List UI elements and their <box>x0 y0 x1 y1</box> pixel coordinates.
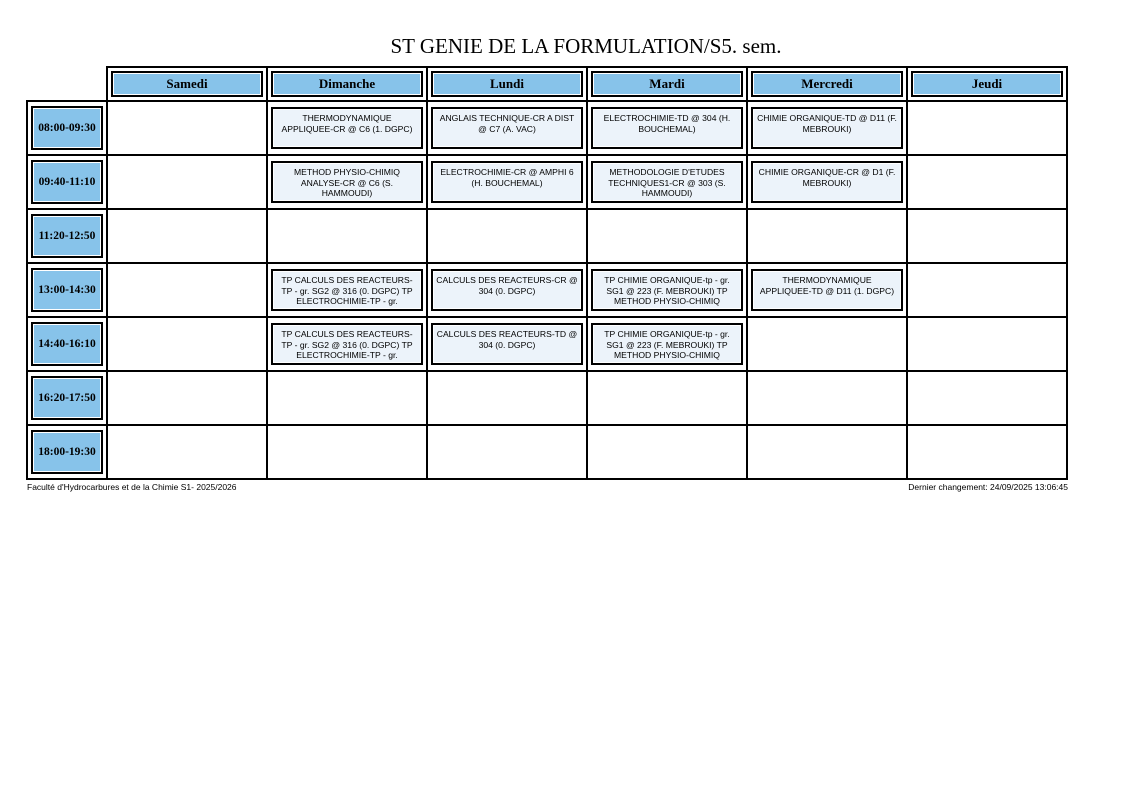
session-card[interactable]: METHODOLOGIE D'ETUDES TECHNIQUES1-CR @ 303 (S. HAMMOUDI) <box>591 161 743 203</box>
slot-cell <box>107 425 267 479</box>
slot-cell <box>907 371 1067 425</box>
slot-cell <box>907 317 1067 371</box>
time-label: 18:00-19:30 <box>31 430 103 474</box>
corner-cell <box>27 67 107 101</box>
slot-cell <box>907 263 1067 317</box>
slot-cell <box>587 209 747 263</box>
slot-cell <box>427 263 587 317</box>
slot-cell <box>587 371 747 425</box>
slot-cell <box>587 317 747 371</box>
session-card[interactable]: TP CALCULS DES REACTEURS-TP - gr. SG2 @ 316 (0. DGPC) TP ELECTROCHIMIE-TP - gr. <box>271 269 423 311</box>
slot-cell <box>907 155 1067 209</box>
time-cell <box>27 425 107 479</box>
session-card[interactable]: CALCULS DES REACTEURS-TD @ 304 (0. DGPC) <box>431 323 583 365</box>
time-cell <box>27 155 107 209</box>
slot-cell <box>747 209 907 263</box>
slot-cell <box>747 371 907 425</box>
slot-cell <box>747 101 907 155</box>
slot-cell <box>587 101 747 155</box>
footer-last-change: Dernier changement: 24/09/2025 13:06:45 <box>908 482 1068 492</box>
session-card[interactable]: ELECTROCHIMIE-TD @ 304 (H. BOUCHEMAL) <box>591 107 743 149</box>
slot-cell <box>427 101 587 155</box>
time-row <box>27 101 1067 155</box>
time-cell <box>27 209 107 263</box>
slot-cell <box>747 263 907 317</box>
slot-cell <box>107 263 267 317</box>
day-header: Samedi <box>111 71 263 97</box>
slot-cell <box>267 317 427 371</box>
slot-cell <box>427 155 587 209</box>
time-cell <box>27 317 107 371</box>
day-header: Lundi <box>431 71 583 97</box>
session-card[interactable]: CHIMIE ORGANIQUE-CR @ D1 (F. MEBROUKI) <box>751 161 903 203</box>
day-header: Mardi <box>591 71 743 97</box>
session-card[interactable]: TP CHIMIE ORGANIQUE-tp - gr. SG1 @ 223 (F. MEBROUKI) TP METHOD PHYSIO-CHIMIQ <box>591 323 743 365</box>
day-header-cell <box>427 67 587 101</box>
time-row <box>27 209 1067 263</box>
time-row <box>27 263 1067 317</box>
slot-cell <box>427 317 587 371</box>
time-label: 08:00-09:30 <box>31 106 103 150</box>
day-header-row <box>27 67 1067 101</box>
slot-cell <box>907 425 1067 479</box>
day-header-cell <box>747 67 907 101</box>
day-header: Dimanche <box>271 71 423 97</box>
slot-cell <box>587 425 747 479</box>
slot-cell <box>427 425 587 479</box>
time-cell <box>27 263 107 317</box>
slot-cell <box>427 209 587 263</box>
session-card[interactable]: ANGLAIS TECHNIQUE-CR A DIST @ C7 (A. VAC) <box>431 107 583 149</box>
slot-cell <box>267 155 427 209</box>
time-label: 11:20-12:50 <box>31 214 103 258</box>
time-cell <box>27 371 107 425</box>
time-label: 14:40-16:10 <box>31 322 103 366</box>
day-header-cell <box>587 67 747 101</box>
time-label: 16:20-17:50 <box>31 376 103 420</box>
day-header: Mercredi <box>751 71 903 97</box>
slot-cell <box>747 155 907 209</box>
session-card[interactable]: CALCULS DES REACTEURS-CR @ 304 (0. DGPC) <box>431 269 583 311</box>
time-row <box>27 371 1067 425</box>
time-row <box>27 317 1067 371</box>
session-card[interactable]: CHIMIE ORGANIQUE-TD @ D11 (F. MEBROUKI) <box>751 107 903 149</box>
slot-cell <box>587 263 747 317</box>
time-label: 13:00-14:30 <box>31 268 103 312</box>
time-row <box>27 155 1067 209</box>
slot-cell <box>747 425 907 479</box>
slot-cell <box>267 209 427 263</box>
slot-cell <box>267 371 427 425</box>
session-card[interactable]: ELECTROCHIMIE-CR @ AMPHI 6 (H. BOUCHEMAL) <box>431 161 583 203</box>
time-row <box>27 425 1067 479</box>
slot-cell <box>427 371 587 425</box>
time-cell <box>27 101 107 155</box>
slot-cell <box>587 155 747 209</box>
day-header-cell <box>907 67 1067 101</box>
slot-cell <box>107 155 267 209</box>
day-header-cell <box>267 67 427 101</box>
slot-cell <box>747 317 907 371</box>
slot-cell <box>107 101 267 155</box>
session-card[interactable]: TP CALCULS DES REACTEURS-TP - gr. SG2 @ 316 (0. DGPC) TP ELECTROCHIMIE-TP - gr. <box>271 323 423 365</box>
page-title: ST GENIE DE LA FORMULATION/S5. sem. <box>390 34 782 58</box>
footer-faculty: Faculté d'Hydrocarbures et de la Chimie S1- 2025/2026 <box>27 482 237 492</box>
session-card[interactable]: METHOD PHYSIO-CHIMIQ ANALYSE-CR @ C6 (S. HAMMOUDI) <box>271 161 423 203</box>
day-header: Jeudi <box>911 71 1063 97</box>
slot-cell <box>267 263 427 317</box>
slot-cell <box>907 209 1067 263</box>
slot-cell <box>267 425 427 479</box>
session-card[interactable]: THERMODYNAMIQUE APPLIQUEE-CR @ C6 (1. DGPC) <box>271 107 423 149</box>
slot-cell <box>907 101 1067 155</box>
timetable <box>26 66 1068 480</box>
time-label: 09:40-11:10 <box>31 160 103 204</box>
session-card[interactable]: TP CHIMIE ORGANIQUE-tp - gr. SG1 @ 223 (F. MEBROUKI) TP METHOD PHYSIO-CHIMIQ <box>591 269 743 311</box>
slot-cell <box>107 371 267 425</box>
day-header-cell <box>107 67 267 101</box>
slot-cell <box>107 317 267 371</box>
session-card[interactable]: THERMODYNAMIQUE APPLIQUEE-TD @ D11 (1. DGPC) <box>751 269 903 311</box>
slot-cell <box>267 101 427 155</box>
slot-cell <box>107 209 267 263</box>
